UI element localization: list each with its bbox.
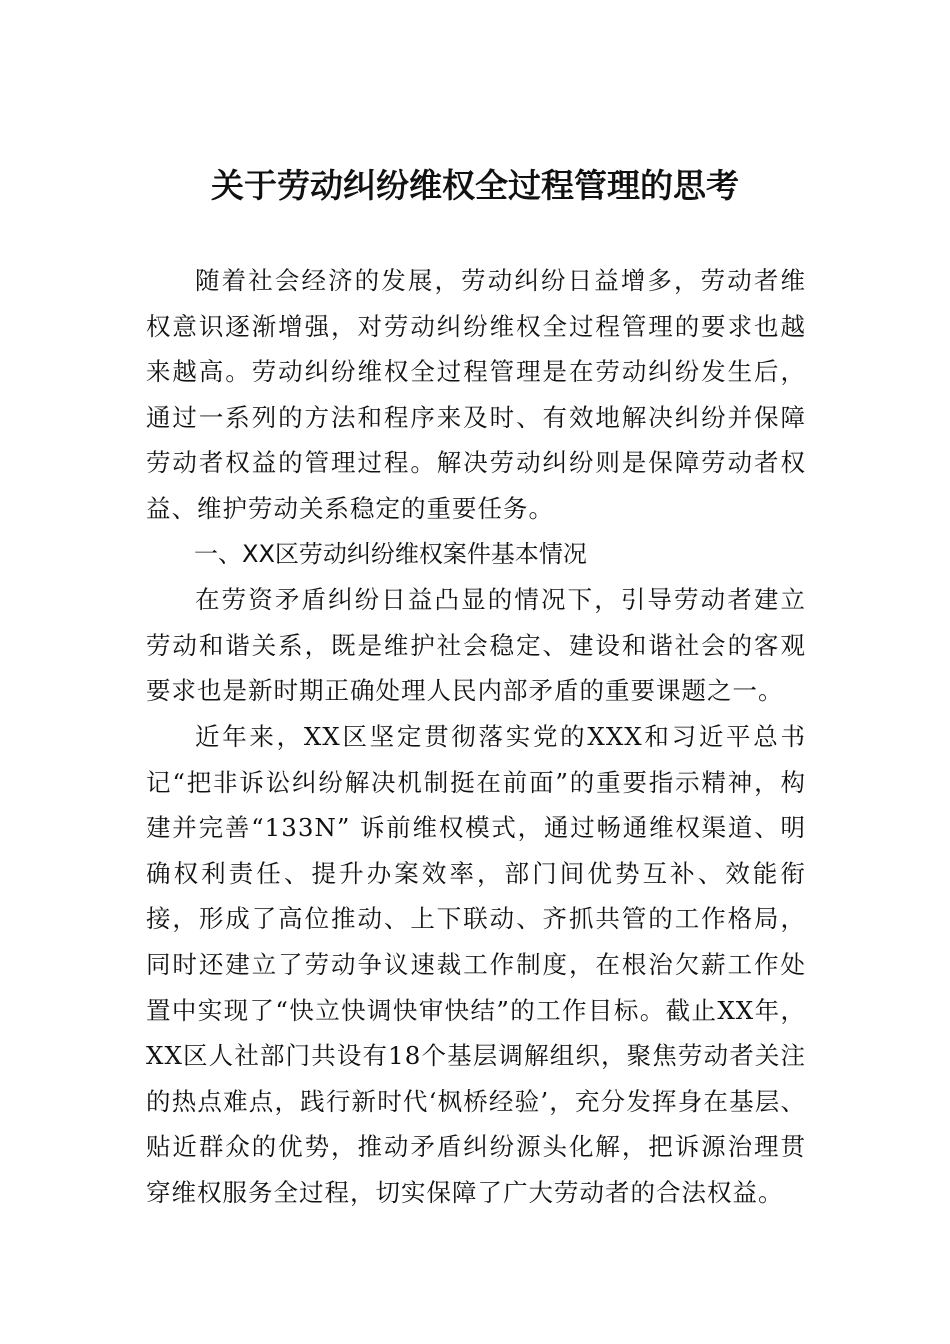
- document-title: 关于劳动纠纷维权全过程管理的思考: [211, 166, 739, 205]
- section-1-paragraph-1: 在劳资矛盾纠纷日益凸显的情况下，引导劳动者建立劳动和谐关系，既是维护社会稳定、建设和谐社会的客观要求也是新时期正确处理人民内部矛盾的重要课题之一。: [146, 585, 806, 706]
- document-body: [146, 258, 806, 1215]
- intro-paragraph: 随着社会经济的发展，劳动纠纷日益增多，劳动者维权意识逐渐增强，对劳动纠纷维权全过程管理的要求也越来越高。劳动纠纷维权全过程管理是在劳动纠纷发生后，通过一系列的方法和程序来及时、有效地解决纠纷并保障劳动者权益的管理过程。解决劳动纠纷则是保障劳动者权益、维护劳动关系稳定的重要任务。: [146, 266, 806, 523]
- section-1-paragraph-2: 近年来，XX区坚定贯彻落实党的XXX和习近平总书记“把非诉讼纠纷解决机制挺在前面”的重要指示精神，构建并完善“133N” 诉前维权模式，通过畅通维权渠道、明确权利责任、提升办案效率，部门间优势互补、效能衔接，形成了高位推动、上下联动、齐抓共管的工作格局，同时还建立了劳动争议速裁工作制度，在根治欠薪工作处置中实现了“快立快调快审快结”的工作目标。截止XX年，XX区人社部门共设有18个基层调解组织，聚焦劳动者关注的热点难点，践行新时代‘枫桥经验’，充分发挥身在基层、贴近群众的优势，推动矛盾纠纷源头化解，把诉源治理贯穿维权服务全过程，切实保障了广大劳动者的合法权益。: [146, 721, 806, 1207]
- section-heading-1: 一、XX区劳动纠纷维权案件基本情况: [194, 539, 587, 568]
